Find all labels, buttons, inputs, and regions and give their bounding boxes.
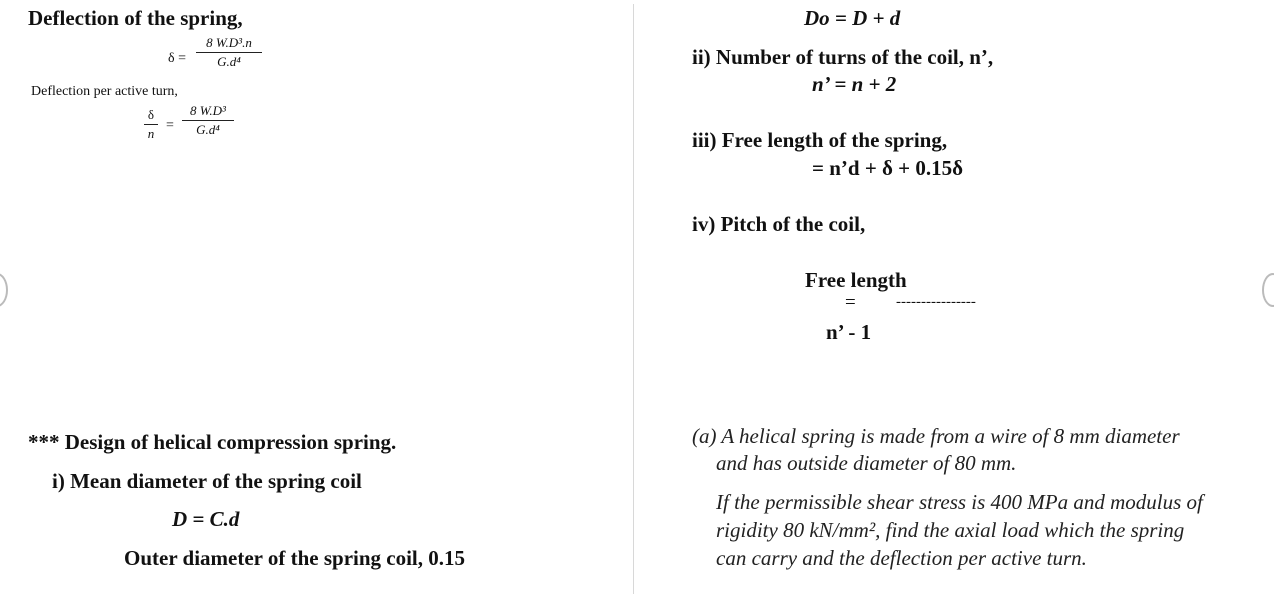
free-length-formula: = n’d + δ + 0.15δ: [812, 156, 964, 180]
per-turn-formula-numerator: 8 W.D³: [190, 103, 226, 118]
page-divider: [633, 4, 634, 594]
deflection-formula-numerator: 8 W.D³.n: [206, 35, 252, 50]
deflection-formula-denominator: G.d⁴: [217, 54, 241, 69]
problem-line-5: can carry and the deflection per active turn.: [716, 546, 1087, 570]
per-turn-formula: [182, 104, 234, 137]
fraction-bar: [182, 120, 234, 121]
turns-heading: ii) Number of turns of the coil, n’,: [692, 45, 994, 69]
pitch-equals: =: [845, 292, 856, 313]
problem-line-4: rigidity 80 kN/mm², find the axial load which the spring: [716, 518, 1185, 542]
problem-line-3: If the permissible shear stress is 400 MPa and modulus of: [716, 490, 1203, 514]
equals-sign: =: [166, 118, 174, 133]
outer-diameter-text: Outer diameter of the spring coil, 0.15: [124, 546, 466, 570]
per-turn-label: Deflection per active turn,: [31, 84, 178, 99]
deflection-heading: Deflection of the spring,: [28, 6, 243, 30]
outer-diameter-formula: Do = D + d: [804, 6, 901, 30]
delta-symbol: δ =: [168, 51, 186, 66]
delta-per-n-denominator: n: [147, 126, 155, 141]
pitch-denominator: n’ - 1: [826, 320, 872, 344]
free-length-heading: iii) Free length of the spring,: [692, 128, 948, 152]
delta-per-n: [144, 108, 158, 141]
pitch-fraction-line: ----------------: [896, 294, 976, 310]
mean-diameter-heading: i) Mean diameter of the spring coil: [52, 469, 362, 493]
previous-page-icon[interactable]: [0, 273, 8, 307]
turns-formula: n’ = n + 2: [812, 72, 897, 96]
fraction-bar: [196, 52, 262, 53]
delta-per-n-numerator: δ: [147, 107, 155, 122]
next-page-icon[interactable]: [1262, 273, 1274, 307]
pitch-numerator: Free length: [805, 268, 907, 292]
per-turn-formula-denominator: G.d⁴: [196, 122, 220, 137]
pitch-heading: iv) Pitch of the coil,: [692, 212, 866, 236]
design-heading: *** Design of helical compression spring.: [28, 430, 397, 454]
problem-line-1: (a) A helical spring is made from a wire of 8 mm diameter: [692, 424, 1180, 448]
problem-line-2: and has outside diameter of 80 mm.: [716, 451, 1017, 475]
deflection-formula: [196, 36, 262, 69]
mean-diameter-formula: D = C.d: [172, 507, 240, 531]
fraction-bar: [144, 124, 158, 125]
